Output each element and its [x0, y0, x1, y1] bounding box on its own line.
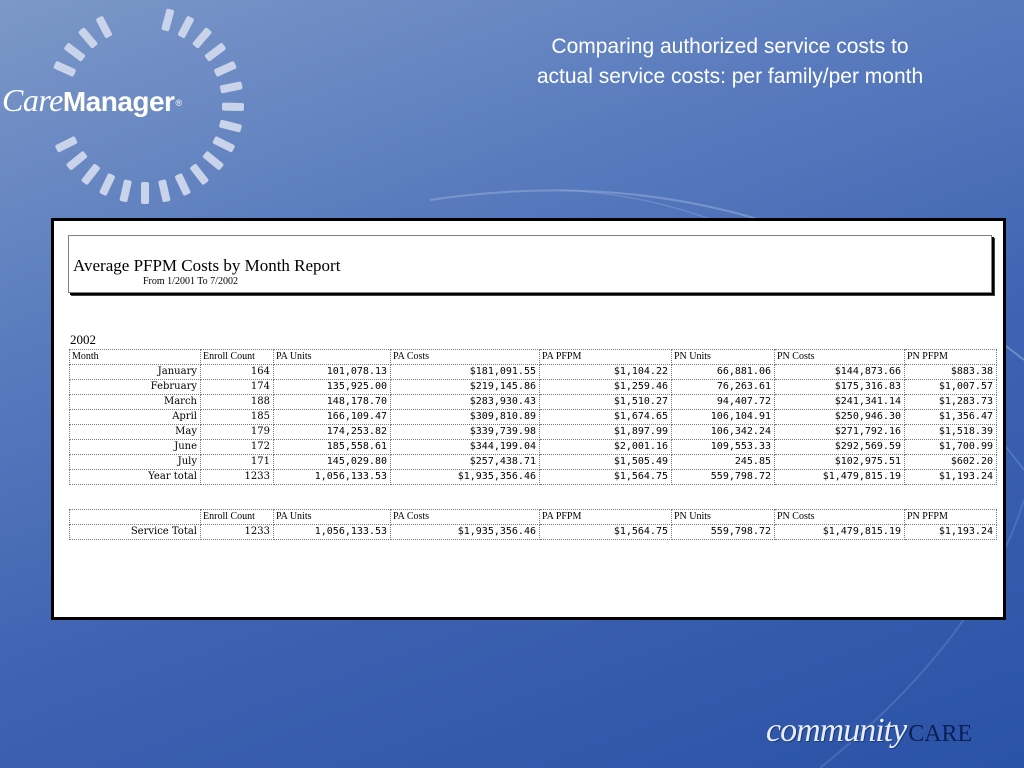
table-header-row — [70, 350, 997, 365]
logo-ring-segment — [177, 15, 194, 38]
logo-ring-segment — [95, 15, 112, 38]
logo-ring-segment — [189, 163, 209, 185]
table-cell: 101,078.13 — [274, 365, 391, 380]
table-cell: 185,558.61 — [274, 440, 391, 455]
logo-ring-segment — [55, 136, 78, 153]
table-cell: $1,505.49 — [540, 455, 672, 470]
slide-heading — [470, 32, 990, 92]
logo-ring-segment — [219, 120, 242, 133]
table-row — [70, 440, 997, 455]
logo-ring-segment — [214, 61, 237, 77]
table-cell: 94,407.72 — [672, 395, 775, 410]
logo-ring-segment — [204, 42, 226, 62]
table-cell: 164 — [201, 365, 274, 380]
logo-ring-segment — [66, 151, 88, 171]
total-header-row — [70, 510, 997, 525]
table-cell: $1,259.46 — [540, 380, 672, 395]
table-cell: 174 — [201, 380, 274, 395]
table-cell: Service Total — [70, 525, 201, 540]
column-header — [70, 510, 201, 525]
column-header: PA PFPM — [540, 350, 672, 365]
table-cell: 179 — [201, 425, 274, 440]
column-header: PN PFPM — [905, 510, 997, 525]
table-cell: June — [70, 440, 201, 455]
slide-heading-line-1: Comparing authorized service costs to — [551, 35, 909, 58]
table-cell: $339,739.98 — [391, 425, 540, 440]
table-cell: $181,091.55 — [391, 365, 540, 380]
column-header: Enroll Count — [201, 350, 274, 365]
community-care-logo — [766, 712, 972, 750]
logo-ring-segment — [174, 173, 191, 196]
table-cell: 172 — [201, 440, 274, 455]
column-header: PA Costs — [391, 350, 540, 365]
logo-ring-segment — [78, 27, 98, 49]
table-cell: $1,479,815.19 — [775, 525, 905, 540]
report-year: 2002 — [70, 332, 96, 347]
table-row — [70, 525, 997, 540]
logo-ring-segment — [212, 136, 235, 153]
table-row — [70, 380, 997, 395]
table-cell: $2,001.16 — [540, 440, 672, 455]
table-cell: 1233 — [201, 525, 274, 540]
logo-ring-segment — [53, 61, 76, 77]
report-header — [68, 235, 992, 293]
table-cell: $257,438.71 — [391, 455, 540, 470]
logo-ring-segment — [99, 173, 116, 196]
table-cell: July — [70, 455, 201, 470]
table-cell: $102,975.51 — [775, 455, 905, 470]
table-cell: 109,553.33 — [672, 440, 775, 455]
table-cell: March — [70, 395, 201, 410]
logo-ring-segment — [141, 182, 149, 204]
table-row — [70, 455, 997, 470]
table-cell: $1,193.24 — [905, 470, 997, 485]
table-cell: $344,199.04 — [391, 440, 540, 455]
column-header: PN Costs — [775, 350, 905, 365]
table-cell: 559,798.72 — [672, 470, 775, 485]
table-cell: $1,564.75 — [540, 470, 672, 485]
table-cell: 106,342.24 — [672, 425, 775, 440]
table-cell: $1,104.22 — [540, 365, 672, 380]
report-title: Average PFPM Costs by Month Report — [73, 256, 341, 275]
table-cell: $883.38 — [905, 365, 997, 380]
table-cell: 188 — [201, 395, 274, 410]
column-header: PA PFPM — [540, 510, 672, 525]
report-screenshot — [51, 218, 1006, 620]
table-cell: 1233 — [201, 470, 274, 485]
table-cell: $1,479,815.19 — [775, 470, 905, 485]
table-cell: 148,178.70 — [274, 395, 391, 410]
table-cell: 1,056,133.53 — [274, 470, 391, 485]
logo-ring-segment — [63, 42, 85, 62]
table-row — [70, 410, 997, 425]
table-cell: $292,569.59 — [775, 440, 905, 455]
table-cell: $1,700.99 — [905, 440, 997, 455]
brand-care-text: CARE — [908, 721, 973, 747]
caremanager-logo — [2, 82, 182, 119]
table-row — [70, 470, 997, 485]
column-header: Month — [70, 350, 201, 365]
table-row — [70, 365, 997, 380]
column-header: PA Units — [274, 350, 391, 365]
logo-ring-segment — [220, 81, 243, 93]
column-header: PN Units — [672, 350, 775, 365]
monthly-costs-table — [69, 349, 997, 485]
service-total-table — [69, 509, 997, 540]
table-cell: $1,007.57 — [905, 380, 997, 395]
table-cell: $271,792.16 — [775, 425, 905, 440]
table-cell: 76,263.61 — [672, 380, 775, 395]
column-header: Enroll Count — [201, 510, 274, 525]
logo-care-text: Care — [2, 82, 63, 118]
table-cell: 185 — [201, 410, 274, 425]
logo-ring-segment — [202, 151, 224, 171]
table-cell: $1,935,356.46 — [391, 470, 540, 485]
column-header: PA Units — [274, 510, 391, 525]
table-cell: $1,518.39 — [905, 425, 997, 440]
table-cell: $250,946.30 — [775, 410, 905, 425]
brand-community-text: community — [766, 712, 907, 749]
table-cell: May — [70, 425, 201, 440]
table-cell: 166,109.47 — [274, 410, 391, 425]
table-cell: $1,510.27 — [540, 395, 672, 410]
table-cell: February — [70, 380, 201, 395]
table-cell: 1,056,133.53 — [274, 525, 391, 540]
table-cell: 559,798.72 — [672, 525, 775, 540]
logo-ring-segment — [81, 163, 101, 185]
logo-ring-segment — [192, 27, 212, 49]
table-cell: 171 — [201, 455, 274, 470]
table-cell: 135,925.00 — [274, 380, 391, 395]
table-cell: 174,253.82 — [274, 425, 391, 440]
table-cell: $1,356.47 — [905, 410, 997, 425]
table-cell: 145,029.80 — [274, 455, 391, 470]
table-row — [70, 395, 997, 410]
table-cell: 106,104.91 — [672, 410, 775, 425]
table-cell: $219,145.86 — [391, 380, 540, 395]
table-cell: January — [70, 365, 201, 380]
logo-manager-text: Manager — [62, 86, 175, 117]
table-cell: $1,935,356.46 — [391, 525, 540, 540]
column-header: PN Units — [672, 510, 775, 525]
table-cell: $602.20 — [905, 455, 997, 470]
table-cell: $283,930.43 — [391, 395, 540, 410]
logo-ring-segment — [222, 103, 244, 111]
logo-registered-mark: ® — [175, 98, 182, 108]
table-cell: April — [70, 410, 201, 425]
table-cell: $1,674.65 — [540, 410, 672, 425]
table-cell: $144,873.66 — [775, 365, 905, 380]
table-cell: $1,564.75 — [540, 525, 672, 540]
table-cell: $175,316.83 — [775, 380, 905, 395]
column-header: PA Costs — [391, 510, 540, 525]
table-cell: $309,810.89 — [391, 410, 540, 425]
column-header: PN PFPM — [905, 350, 997, 365]
table-cell: $1,897.99 — [540, 425, 672, 440]
table-cell: 245.85 — [672, 455, 775, 470]
table-cell: $1,193.24 — [905, 525, 997, 540]
table-cell: 66,881.06 — [672, 365, 775, 380]
logo-ring-segment — [161, 8, 174, 31]
table-cell: $1,283.73 — [905, 395, 997, 410]
report-date-range: From 1/2001 To 7/2002 — [143, 276, 238, 287]
column-header: PN Costs — [775, 510, 905, 525]
logo-ring-segment — [119, 179, 132, 202]
table-cell: Year total — [70, 470, 201, 485]
table-cell: $241,341.14 — [775, 395, 905, 410]
logo-ring-segment — [158, 179, 171, 202]
slide-heading-line-2: actual service costs: per family/per month — [536, 65, 924, 88]
table-row — [70, 425, 997, 440]
